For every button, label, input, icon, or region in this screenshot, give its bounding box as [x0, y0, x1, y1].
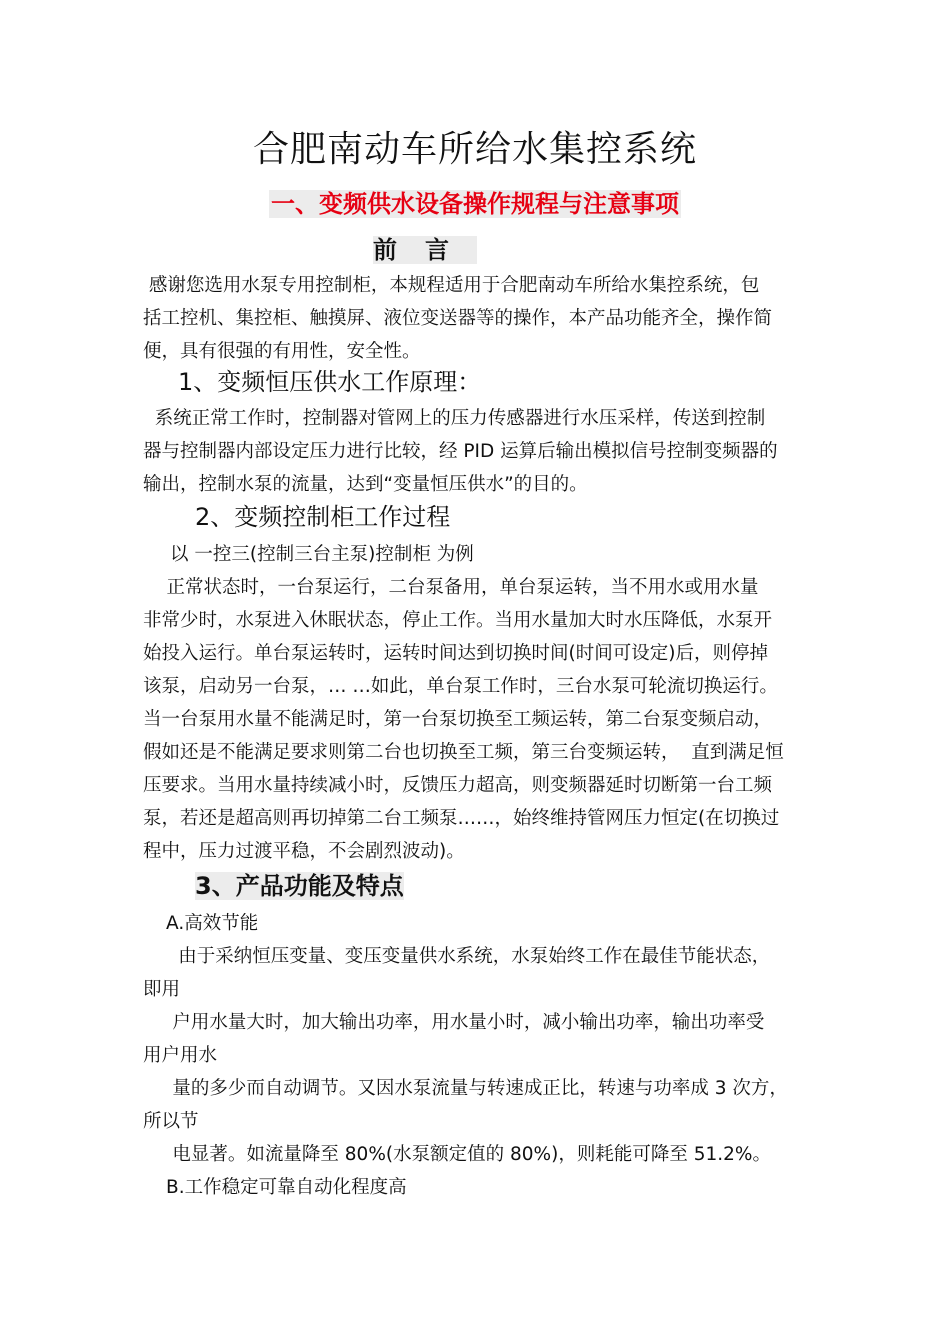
paragraph-line: 所以节: [143, 1111, 199, 1132]
feature-a-label: A.高效节能: [166, 913, 259, 934]
section3-heading-text: 3、产品功能及特点: [195, 872, 404, 900]
paragraph-line: 电显著。如流量降至 80%(水泵额定值的 80%)，则耗能可降至 51.2%。: [143, 1144, 771, 1165]
feature-b-label: B.工作稳定可靠自动化程度高: [166, 1177, 407, 1198]
preface-heading: [0, 232, 850, 268]
preface-paragraph: [143, 269, 809, 368]
paragraph-line: 感谢您选用水泵专用控制柜，本规程适用于合肥南动车所给水集控系统，包: [143, 275, 760, 296]
paragraph-line: 压要求。当用水量持续减小时，反馈压力超高，则变频器延时切断第一台工频: [143, 775, 773, 796]
paragraph-line: 器与控制器内部设定压力进行比较，经 PID 运算后输出模拟信号控制变频器的: [143, 441, 778, 462]
paragraph-line: 正常状态时，一台泵运行，二台泵备用，单台泵运转，当不用水或用水量: [143, 577, 759, 598]
section2-example: 以 一控三(控制三台主泵)控制柜 为例: [170, 544, 474, 565]
paragraph-line: 泵，若还是超高则再切掉第二台工频泵……，始终维持管网压力恒定(在切换过: [143, 808, 780, 829]
paragraph-line: 当一台泵用水量不能满足时，第一台泵切换至工频运转，第二台泵变频启动，: [143, 709, 773, 730]
paragraph-line: 便，具有很强的有用性，安全性。: [143, 341, 421, 362]
paragraph-line: 由于采纳恒压变量、变压变量供水系统，水泵始终工作在最佳节能状态，: [143, 946, 771, 967]
paragraph-line: 程中，压力过渡平稳，不会剧烈波动)。: [143, 841, 465, 862]
section2-heading: 2、变频控制柜工作过程: [195, 503, 451, 531]
preface-heading-text: 前言: [373, 236, 477, 264]
paragraph-line: 括工控机、集控柜、触摸屏、液位变送器等的操作，本产品功能齐全，操作简: [143, 308, 773, 329]
paragraph-line: 始投入运行。单台泵运转时，运转时间达到切换时间(时间可设定)后，则停掉: [143, 643, 768, 664]
section1-heading: 1、变频恒压供水工作原理：: [178, 368, 482, 396]
paragraph-line: 该泵，启动另一台泵，… …如此，单台泵工作时，三台水泵可轮流切换运行。: [143, 676, 778, 697]
paragraph-line: 用户用水: [143, 1045, 218, 1066]
paragraph-line: 非常少时，水泵进入休眠状态，停止工作。当用水量加大时水压降低，水泵开: [143, 610, 773, 631]
paragraph-line: 系统正常工作时，控制器对管网上的压力传感器进行水压采样，传送到控制: [143, 408, 766, 429]
document-title: 合肥南动车所给水集控系统: [252, 129, 697, 170]
paragraph-line: 户用水量大时，加大输出功率，用水量小时，减小输出功率，输出功率受: [143, 1012, 765, 1033]
subtitle-text: 一、变频供水设备操作规程与注意事项: [271, 190, 679, 218]
paragraph-line: 输出，控制水泵的流量，达到“变量恒压供水”的目的。: [143, 474, 588, 495]
section1-paragraph: [143, 402, 809, 501]
document-subtitle: [0, 186, 950, 222]
feature-a-paragraph: [143, 940, 809, 1171]
paragraph-line: 量的多少而自动调节。又因水泵流量与转速成正比，转速与功率成 3 次方，: [143, 1078, 788, 1099]
section2-paragraph: [143, 571, 809, 868]
paragraph-line: 假如还是不能满足要求则第二台也切换至工频，第三台变频运转， 直到满足恒: [143, 742, 784, 763]
section3-heading: [195, 868, 404, 904]
paragraph-line: 即用: [143, 979, 181, 1000]
